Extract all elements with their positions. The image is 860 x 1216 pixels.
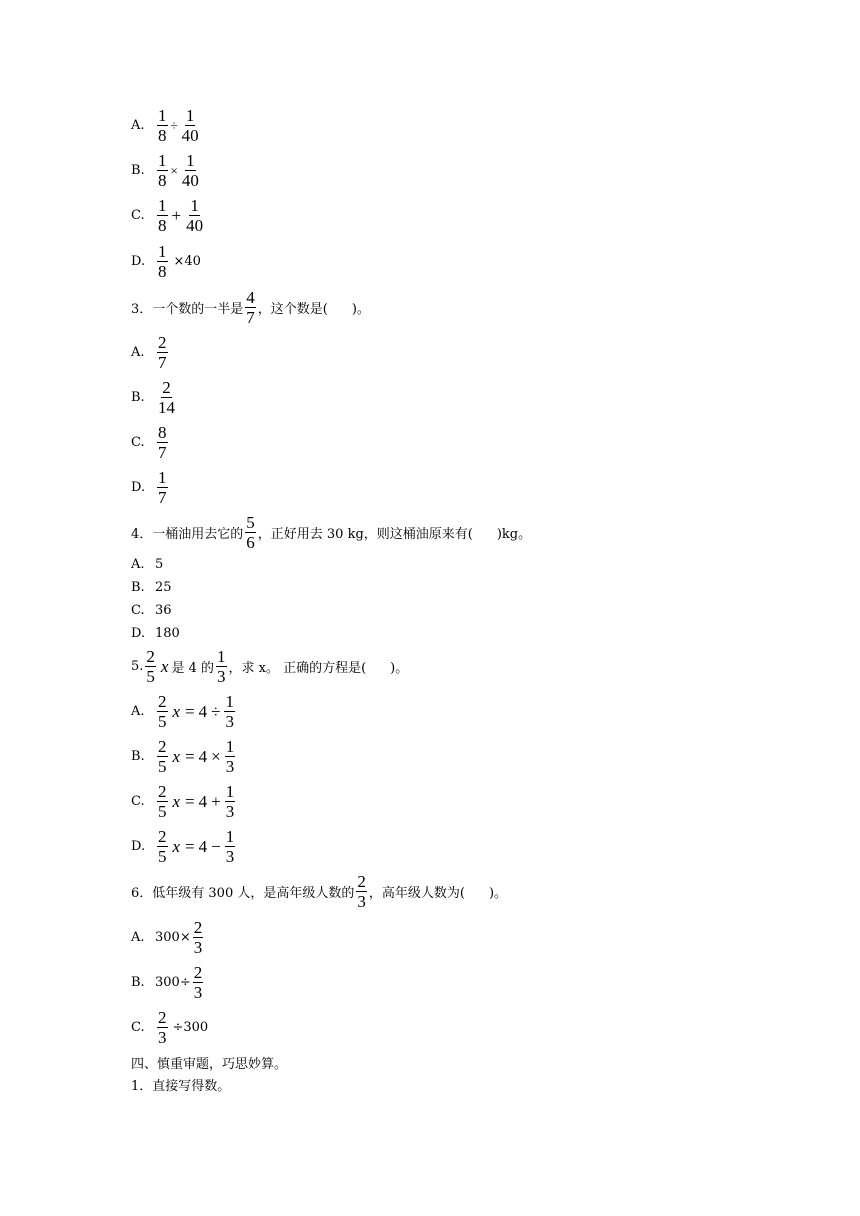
- option-q2-a[interactable]: A. $\frac{1}{8}$ ÷ $\frac{1}{40}$: [131, 106, 199, 145]
- fraction: $\frac{1}{3}$: [225, 782, 235, 821]
- fraction: $\frac{2}{5}$: [158, 827, 167, 866]
- option-q2-d[interactable]: D. $\frac{1}{8}$ ×40: [131, 242, 201, 281]
- fraction: $\frac{2}{5}$: [158, 692, 167, 731]
- option-q6-b[interactable]: B. 300÷ $\frac{2}{3}$: [131, 963, 203, 1002]
- fraction: $\frac{2}{3}$: [193, 918, 203, 957]
- fraction: $\frac{1}{40}$: [181, 106, 199, 145]
- option-q6-a[interactable]: A. 300× $\frac{2}{3}$: [131, 918, 203, 957]
- fraction: $\frac{2}{3}$: [158, 1008, 167, 1047]
- fraction: $\frac{2}{3}$: [357, 872, 366, 911]
- option-q5-a[interactable]: A. $\frac{2}{5}$ x = 4 ÷ $\frac{1}{3}$: [131, 692, 234, 731]
- option-q4-d[interactable]: D. 180: [131, 626, 180, 641]
- fraction: $\frac{5}{6}$: [246, 513, 255, 552]
- option-q2-c[interactable]: C. $\frac{1}{8}$ + $\frac{1}{40}$: [131, 196, 204, 235]
- fraction: $\frac{1}{40}$: [186, 196, 204, 235]
- fraction: $\frac{1}{3}$: [225, 737, 235, 776]
- fraction: $\frac{8}{7}$: [158, 423, 167, 462]
- fraction: $\frac{1}{3}$: [225, 827, 235, 866]
- option-q3-c[interactable]: C. $\frac{8}{7}$: [131, 423, 167, 462]
- question-3: 3．一个数的一半是 $\frac{4}{7}$ ，这个数是( )。: [131, 288, 370, 327]
- fraction: $\frac{1}{40}$: [181, 151, 199, 190]
- option-q4-a[interactable]: A. 5: [131, 557, 164, 572]
- option-q2-b[interactable]: B. $\frac{1}{8}$ × $\frac{1}{40}$: [131, 151, 199, 190]
- fraction: $\frac{2}{5}$: [158, 737, 167, 776]
- section-title: 四、慎重审题，巧思妙算。: [131, 1057, 288, 1072]
- fraction: $\frac{2}{3}$: [193, 963, 203, 1002]
- fraction: $\frac{2}{7}$: [158, 333, 167, 372]
- fraction: $\frac{1}{3}$: [225, 692, 234, 731]
- question-4: 4．一桶油用去它的 $\frac{5}{6}$ ，正好用去 30 kg，则这桶油原来有( )kg。: [131, 513, 532, 552]
- option-q3-d[interactable]: D. $\frac{1}{7}$: [131, 468, 167, 507]
- option-q4-b[interactable]: B. 25: [131, 580, 172, 595]
- fraction: $\frac{1}{8}$: [158, 196, 167, 235]
- option-q3-b[interactable]: B. $\frac{2}{14}$: [131, 378, 175, 417]
- option-q5-b[interactable]: B. $\frac{2}{5}$ x = 4 × $\frac{1}{3}$: [131, 737, 235, 776]
- fraction: $\frac{2}{14}$: [158, 378, 175, 417]
- fraction: $\frac{4}{7}$: [246, 288, 255, 327]
- fraction: $\frac{1}{7}$: [158, 468, 167, 507]
- option-q4-c[interactable]: C. 36: [131, 603, 172, 618]
- option-q5-c[interactable]: C. $\frac{2}{5}$ x = 4 + $\frac{1}{3}$: [131, 782, 235, 821]
- option-q5-d[interactable]: D. $\frac{2}{5}$ x = 4 − $\frac{1}{3}$: [131, 827, 235, 866]
- question-6: 6．低年级有 300 人，是高年级人数的 $\frac{2}{3}$ ，高年级人数为( )。: [131, 872, 508, 911]
- fraction: $\frac{1}{8}$: [158, 242, 167, 281]
- section-item-1: 1．直接写得数。: [131, 1079, 231, 1094]
- option-q3-a[interactable]: A. $\frac{2}{7}$: [131, 333, 167, 372]
- fraction: $\frac{2}{5}$: [158, 782, 167, 821]
- fraction: $\frac{1}{8}$: [158, 106, 167, 145]
- option-q6-c[interactable]: C. $\frac{2}{3}$ ÷300: [131, 1008, 209, 1047]
- fraction: $\frac{1}{8}$: [158, 151, 167, 190]
- question-5: 5. $\frac{2}{5}$ x 是 4 的 $\frac{1}{3}$ ，求 x。 正确的方程是( )。: [131, 647, 409, 686]
- fraction: $\frac{2}{5}$: [146, 647, 155, 686]
- fraction: $\frac{1}{3}$: [217, 647, 226, 686]
